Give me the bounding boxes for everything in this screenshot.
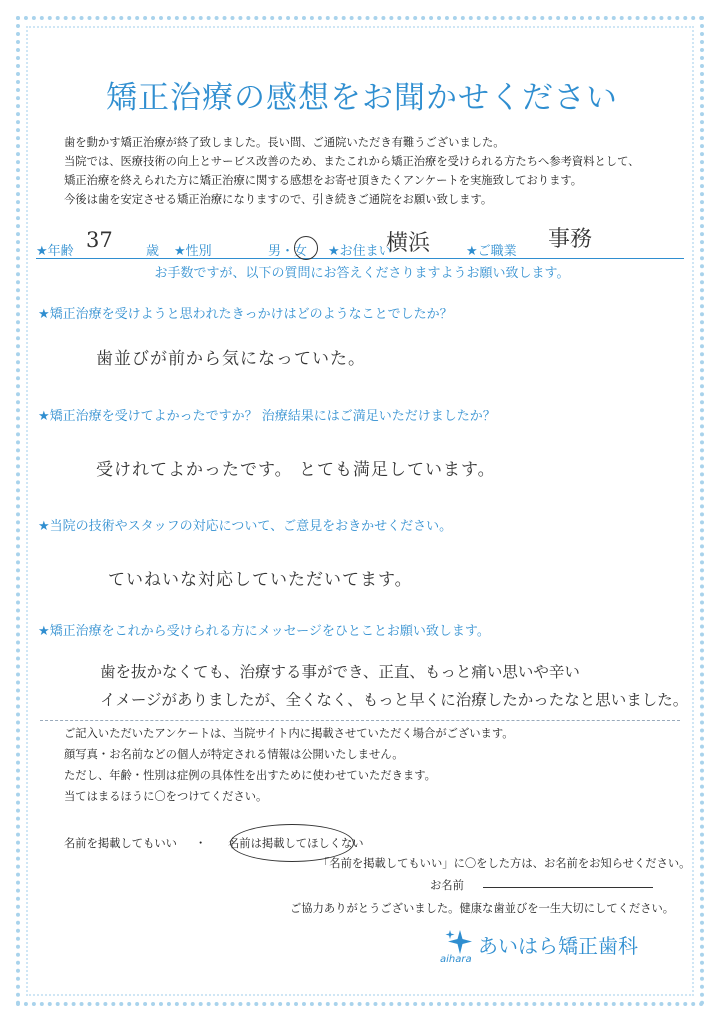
- answer-4-line-2[interactable]: イメージがありましたが、全くなく、もっと早くに治療したかったなと思いました。: [100, 691, 689, 709]
- name-label: お名前: [430, 879, 464, 892]
- notes: [64, 723, 514, 807]
- age-unit: 歳: [146, 244, 160, 259]
- residence-label: ★お住まい: [328, 244, 392, 259]
- sex-label: ★性別: [174, 244, 212, 259]
- clinic-logo: [440, 928, 670, 968]
- clinic-name: あいはら矯正歯科: [478, 934, 638, 958]
- page-title: 矯正治療の感想をお聞かせください: [106, 80, 618, 116]
- publish-note: 「名前を掲載してもいい」に〇をした方は、お名前をお知らせください。: [318, 857, 691, 870]
- answer-1[interactable]: 歯並びが前から気になっていた。: [96, 349, 366, 369]
- sex-options[interactable]: 男・女: [268, 244, 308, 259]
- name-field[interactable]: [483, 887, 653, 888]
- request-text: お手数ですが、以下の質問にお答えくださりますようお願い致します。: [154, 266, 570, 281]
- clinic-sub: aihara: [440, 954, 472, 965]
- age-value[interactable]: 37: [86, 228, 113, 252]
- intro-text: [64, 133, 684, 209]
- thanks-text: ご協力ありがとうございました。健康な歯並びを一生大切にしてください。: [290, 902, 675, 915]
- question-1: ★矯正治療を受けようと思われたきっかけはどのようなことでしたか？: [38, 307, 453, 322]
- option-no-publish[interactable]: 名前は掲載してほしくない: [228, 837, 364, 850]
- note-line: 当てはまるほうに〇をつけてください。: [64, 790, 268, 803]
- section-divider: [40, 720, 680, 721]
- option-publish[interactable]: 名前を掲載してもいい: [64, 837, 177, 850]
- intro-line: 矯正治療を終えられた方に矯正治療に関する感想をお寄せ頂きたくアンケートを実施致しております。: [64, 174, 583, 187]
- intro-line: 当院では、医療技術の向上とサービス改善のため、またこれから矯正治療を受けられる方たちへ参考資料として、: [64, 155, 640, 168]
- residence-value[interactable]: 横浜: [386, 231, 431, 256]
- question-3: ★当院の技術やスタッフの対応について、ご意見をおきかせください。: [38, 519, 453, 534]
- intro-line: 歯を動かす矯正治療が終了致しました。長い間、ご通院いただき有難うございました。: [64, 136, 505, 149]
- job-label: ★ご職業: [466, 244, 517, 259]
- job-value[interactable]: 事務: [548, 227, 593, 252]
- note-line: ただし、年齢・性別は症例の具体性を出すために使わせていただきます。: [64, 769, 436, 782]
- note-line: ご記入いただいたアンケートは、当院サイト内に掲載させていただく場合がございます。: [64, 727, 514, 740]
- answer-2[interactable]: 受けれてよかったです。 とても満足しています。: [96, 460, 496, 480]
- age-label: ★年齢: [36, 244, 74, 259]
- profile-row: [36, 228, 684, 259]
- answer-4-line-1[interactable]: 歯を抜かなくても、治療する事ができ、正直、もっと痛い思いや辛い: [100, 663, 580, 681]
- selection-circle: [294, 236, 318, 260]
- answer-3[interactable]: ていねいな対応していただいてます。: [108, 570, 413, 590]
- note-line: 顔写真・お名前などの個人が特定される情報は公開いたしません。: [64, 748, 404, 761]
- question-2: ★矯正治療を受けてよかったですか？ 治療結果にはご満足いただけましたか？: [38, 409, 496, 424]
- question-4: ★矯正治療をこれから受けられる方にメッセージをひとことお願い致します。: [38, 624, 490, 639]
- intro-line: 今後は歯を安定させる矯正治療になりますので、引き続きご通院をお願い致します。: [64, 193, 493, 206]
- option-separator: ・: [195, 837, 207, 850]
